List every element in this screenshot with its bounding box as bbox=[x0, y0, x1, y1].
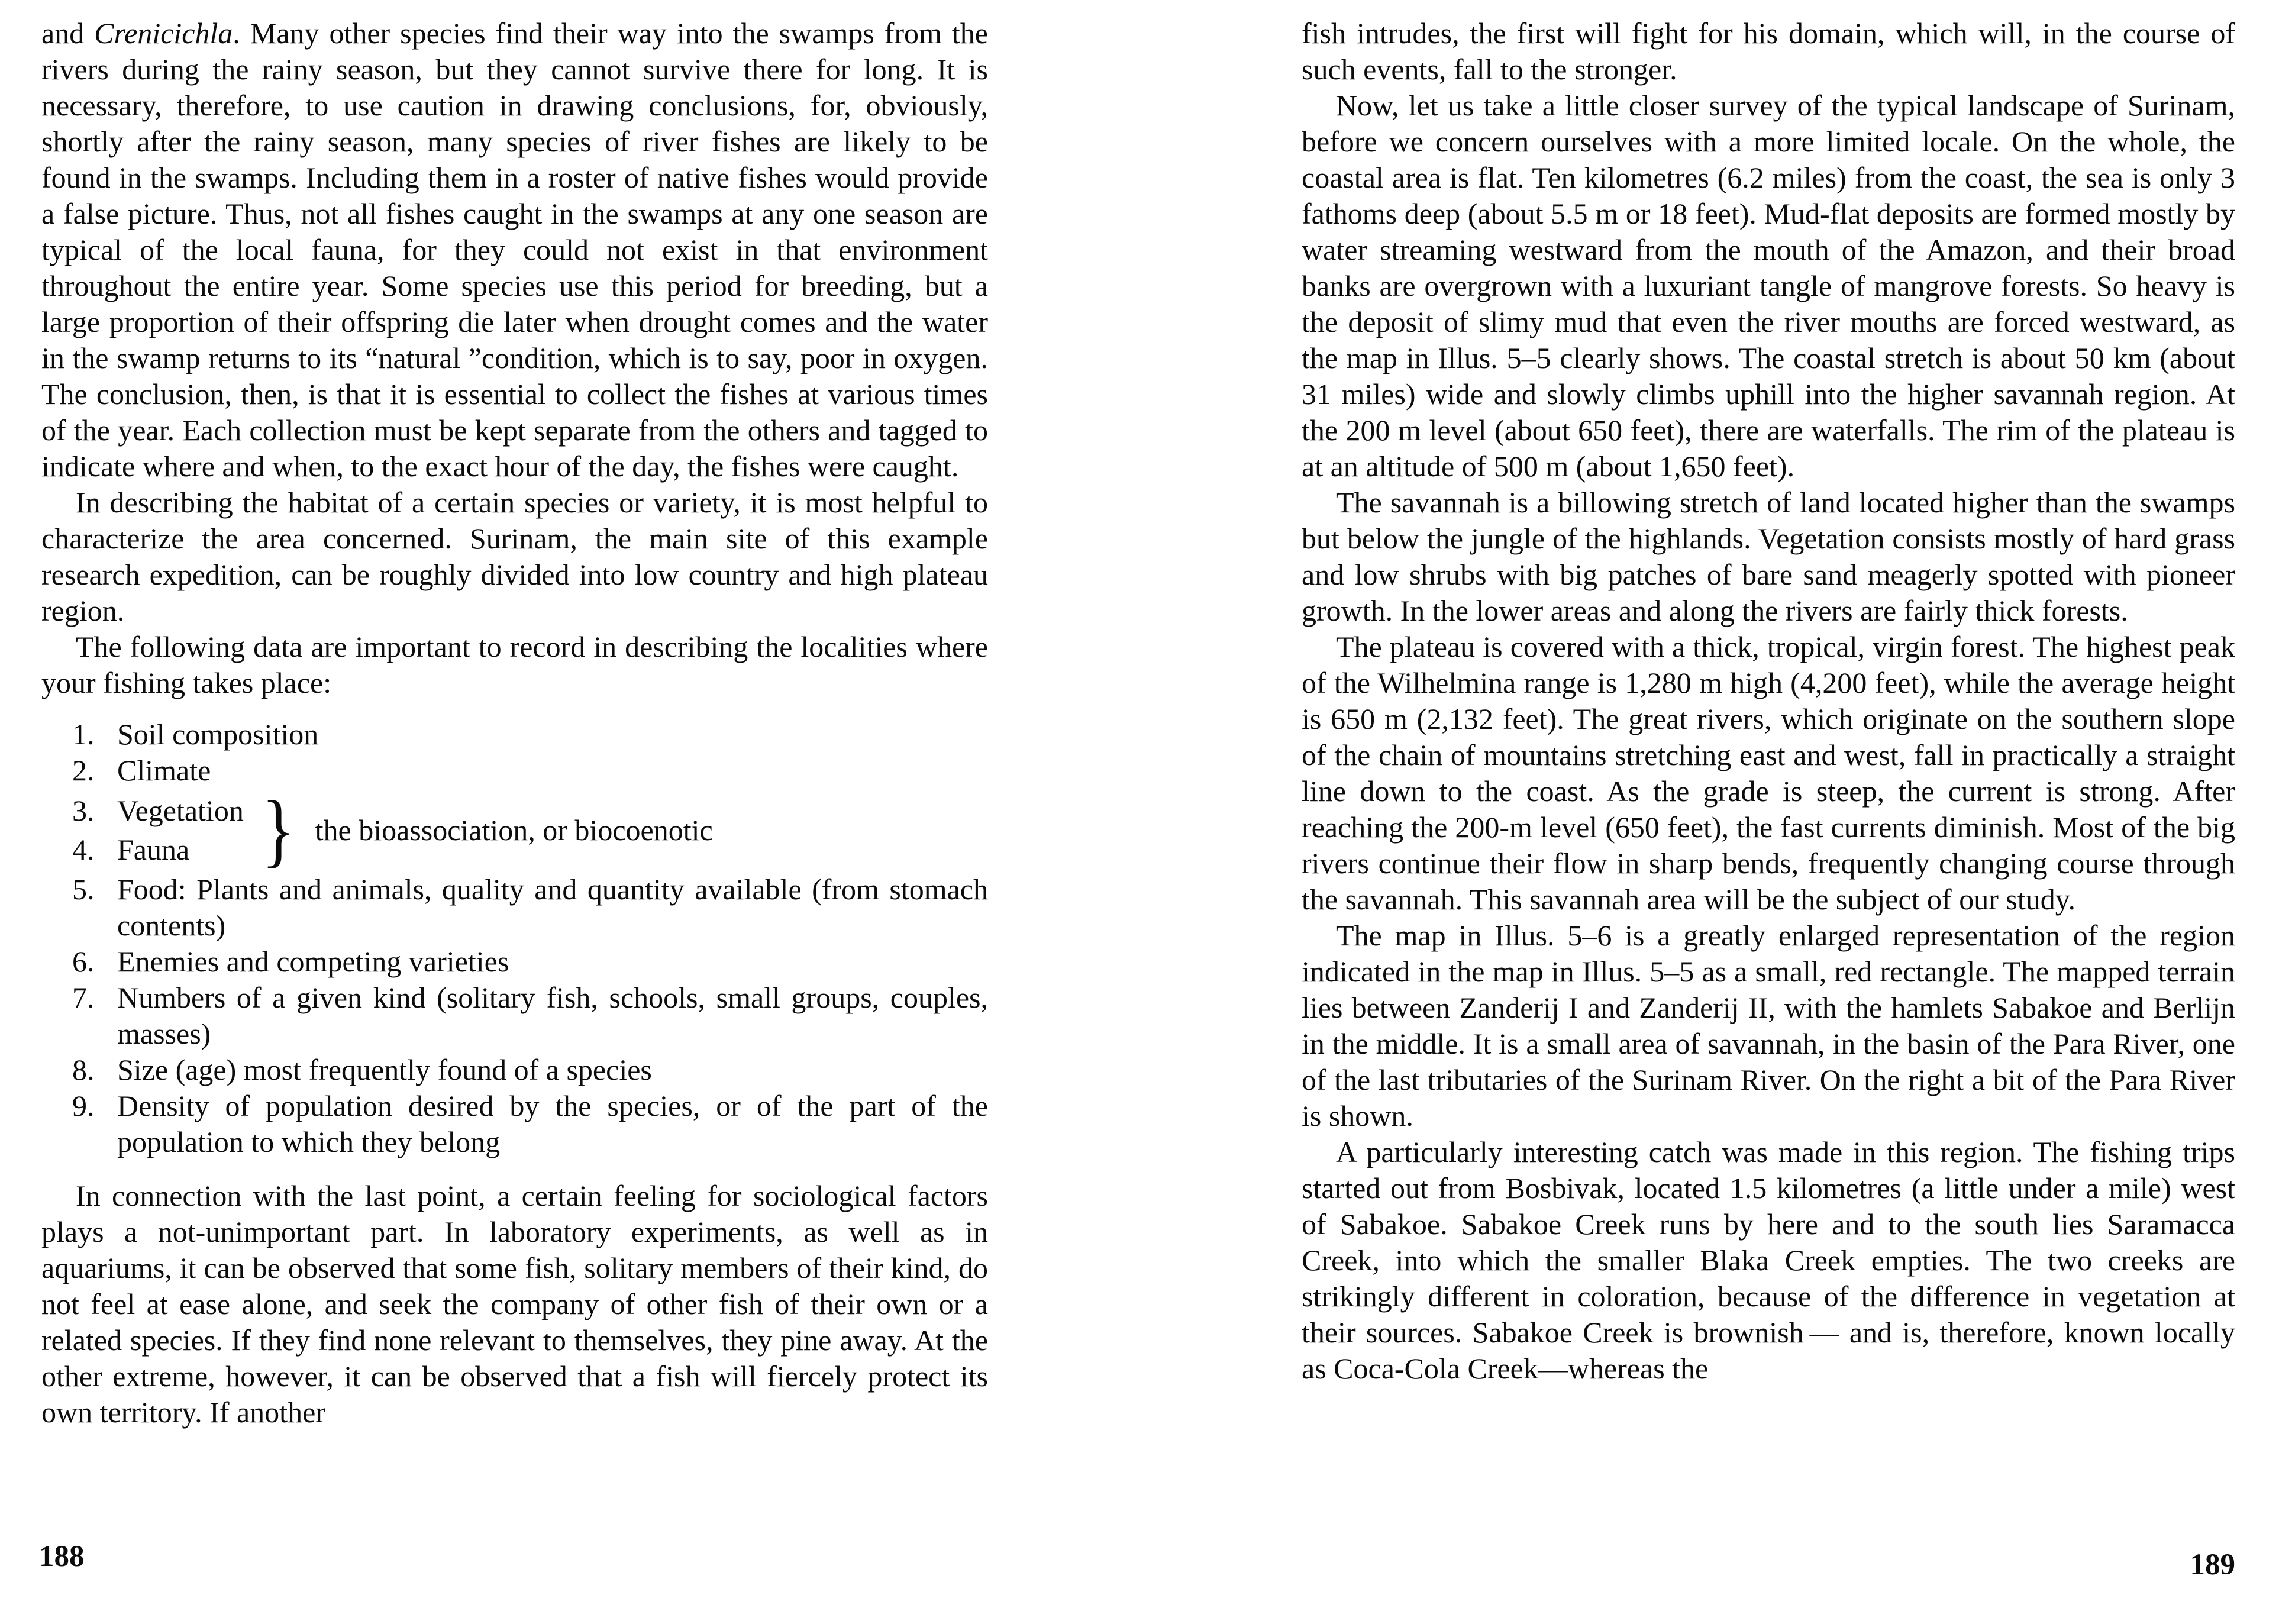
list-item-text: Climate bbox=[117, 754, 211, 787]
list-item-text: Soil composition bbox=[117, 718, 319, 751]
text-segment: Now, let us take a little closer survey of the typical landscape of Surinam, before we concern ourselves with a more limited locale. On the whole, the coastal area is flat. Ten kilometres (6.2 miles) from the coast, the sea is only 3 fathoms deep (about 5.5 m or 18 feet). Mud-flat deposits are formed mostly by water streaming westward from the mouth of the Amazon, and their broad banks are overgrown with a luxuriant tangle of mangrove forests. So heavy is the deposit of slimy mud that even the river mouths are forced westward, as the map in Illus. 5–5 clearly shows. The coastal stretch is about 50 km (about 31 miles) wide and slowly climbs uphill into the higher savannah region. At the 200 m level (about 650 feet), there are waterfalls. The rim of the plateau is at an altitude of 500 m (about 1,650 feet). bbox=[1302, 89, 2235, 483]
paragraph bbox=[1302, 88, 2235, 485]
list-item bbox=[41, 1088, 988, 1160]
list-item-number: 7. bbox=[72, 981, 95, 1014]
text-segment: fish intrudes, the first will fight for his domain, which will, in the course of such events, fall to the stronger. bbox=[1302, 17, 2235, 86]
list-item-number: 2. bbox=[72, 754, 95, 787]
paragraph bbox=[1302, 629, 2235, 918]
list-item-text: Size (age) most frequently found of a species bbox=[117, 1053, 652, 1086]
text-segment: The plateau is covered with a thick, tropical, virgin forest. The highest peak of the Wilhelmina range is 1,280 m high (4,200 feet), while the average height is 650 m (2,132 feet). The great rivers, which originate on the southern slope of the chain of mountains stretching east and west, fall in practically a straight line down to the coast. As the grade is steep, the current is strong. After reaching the 200-m level (650 feet), the fast currents diminish. Most of the big rivers continue their flow in sharp bends, frequently changing course through the savannah. This savannah area will be the subject of our study. bbox=[1302, 630, 2235, 916]
page-number-left: 188 bbox=[39, 1540, 85, 1573]
paragraph bbox=[41, 1178, 988, 1431]
species-name-italic: Crenicichla bbox=[94, 17, 233, 50]
text-segment: In describing the habitat of a certain species or variety, it is most helpful to characterize the area concerned. Surinam, the main site of this example research expedition, can be roughly divided into low country and high plateau region. bbox=[41, 486, 988, 627]
ordered-list bbox=[41, 716, 988, 1160]
list-item-number: 6. bbox=[72, 945, 95, 978]
list-item-number: 9. bbox=[72, 1089, 95, 1122]
braced-list-group bbox=[41, 784, 988, 876]
list-item-text: Food: Plants and animals, quality and quantity available (from stomach contents) bbox=[117, 873, 988, 942]
page-right bbox=[1302, 15, 2235, 1387]
braced-items bbox=[41, 791, 262, 869]
list-item-number: 8. bbox=[72, 1053, 95, 1086]
list-item-text: Numbers of a given kind (solitary fish, schools, small groups, couples, masses) bbox=[117, 981, 988, 1050]
paragraph bbox=[1302, 485, 2235, 629]
list-item-number: 1. bbox=[72, 718, 95, 751]
list-item-text: Fauna bbox=[117, 833, 190, 866]
paragraph bbox=[1302, 15, 2235, 88]
list-item bbox=[41, 791, 262, 830]
list-item bbox=[41, 1052, 988, 1088]
text-segment: In connection with the last point, a certain feeling for sociological factors plays a not-unimportant part. In laboratory experiments, as well as in aquariums, it can be observed that some fish, solitary members of their kind, do not feel at ease alone, and seek the company of other fish of their own or a related species. If they find none relevant to themselves, they pine away. At the other extreme, however, it can be observed that a fish will fiercely protect its own territory. If another bbox=[41, 1179, 988, 1429]
paragraph bbox=[41, 15, 988, 485]
text-segment: The savannah is a billowing stretch of land located higher than the swamps but below the jungle of the highlands. Vegetation consists mostly of hard grass and low shrubs with big patches of bare sand meagerly spotted with pioneer growth. In the lower areas and along the rivers are fairly thick forests. bbox=[1302, 486, 2235, 627]
list-item-number: 5. bbox=[72, 873, 95, 906]
text-segment: . Many other species find their way into the swamps from the rivers during the rainy season, but they cannot survive there for long. It is necessary, therefore, to use caution in drawing conclusions, for, obviously, shortly after the rainy season, many species of river fishes are likely to be found in the swamps. Including them in a roster of native fishes would provide a false picture. Thus, not all fishes caught in the swamps at any one season are typical of the local fauna, for they could not exist in that environment throughout the entire year. Some species use this period for breeding, but a large proportion of their offspring die later when drought comes and the water in the swamp returns to its “natural ”condition, which is to say, poor in oxygen. The conclusion, then, is that it is essential to collect the fishes at various times of the year. Each collection must be kept separate from the others and tagged to indicate where and when, to the exact hour of the day, the fishes were caught. bbox=[41, 17, 988, 483]
text-segment: A particularly interesting catch was made in this region. The fishing trips started out from Bosbivak, located 1.5 kilometres (a little under a mile) west of Sabakoe. Sabakoe Creek runs by here and to the south lies Saramacca Creek, into which the smaller Blaka Creek empties. The two creeks are strikingly different in coloration, because of the difference in vegetation at their sources. Sabakoe Creek is brownish — and is, therefore, known locally as Coca-Cola Creek—whereas the bbox=[1302, 1135, 2235, 1385]
list-item-number: 4. bbox=[72, 833, 95, 866]
list-item bbox=[41, 830, 262, 869]
text-segment: The following data are important to record in describing the localities where your fishing takes place: bbox=[41, 630, 988, 699]
list-item bbox=[41, 980, 988, 1052]
list-item-text: Enemies and competing varieties bbox=[117, 945, 509, 978]
list-item bbox=[41, 753, 988, 789]
paragraph bbox=[1302, 1134, 2235, 1387]
list-item-text: Vegetation bbox=[117, 794, 244, 827]
list-item bbox=[41, 716, 988, 753]
paragraph bbox=[41, 485, 988, 629]
page-left bbox=[41, 15, 988, 1431]
brace-label: the bioassociation, or biocoenotic bbox=[315, 813, 713, 847]
text-segment: The map in Illus. 5–6 is a greatly enlarged representation of the region indicated in the map in Illus. 5–5 as a small, red rectangle. The mapped terrain lies between Zanderij I and Zanderij II, with the hamlets Sabakoe and Berlijn in the middle. It is a small area of savannah, in the basin of the Para River, one of the last tributaries of the Surinam River. On the right a bit of the Para River is shown. bbox=[1302, 919, 2235, 1132]
paragraph bbox=[1302, 918, 2235, 1134]
list-item bbox=[41, 944, 988, 980]
paragraph bbox=[41, 629, 988, 701]
brace-icon: } bbox=[262, 784, 295, 876]
list-item bbox=[41, 871, 988, 944]
page-number-right: 189 bbox=[2190, 1548, 2235, 1581]
list-item-number: 3. bbox=[72, 794, 95, 827]
list-item-text: Density of population desired by the species, or of the part of the population to which they belong bbox=[117, 1089, 988, 1158]
text-segment: and bbox=[41, 17, 95, 50]
